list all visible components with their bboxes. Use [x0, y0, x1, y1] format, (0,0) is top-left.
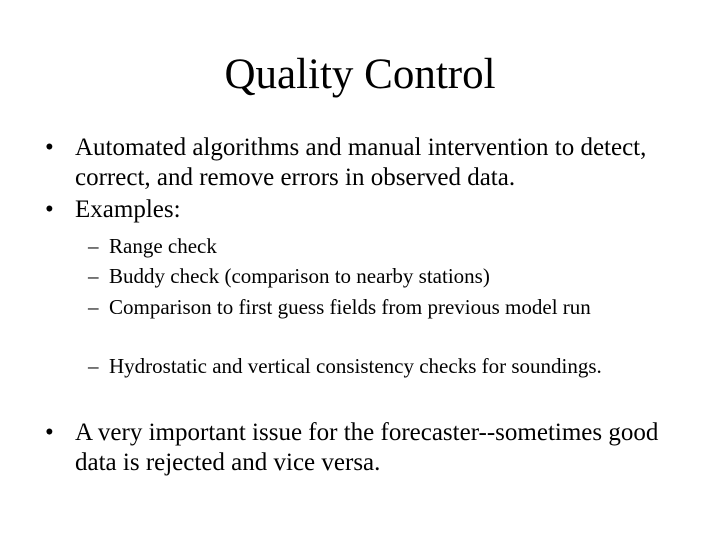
sub-marker: –	[88, 354, 99, 378]
sub-item-range-check	[88, 233, 648, 260]
sub-item-hydrostatic-checks	[88, 353, 648, 380]
bullet-automated-algorithms	[45, 133, 685, 193]
sub-marker: –	[88, 234, 99, 258]
bullet-marker: •	[45, 196, 54, 223]
bullet-examples	[45, 195, 685, 225]
sub-item-buddy-check	[88, 263, 648, 290]
bullet-text: A very important issue for the forecaster--sometimes good data is rejected and vice versa.	[75, 419, 659, 476]
sub-marker: –	[88, 264, 99, 288]
bullet-text: Examples:	[75, 196, 181, 223]
bullet-marker: •	[45, 419, 54, 446]
bullet-forecaster-issue	[45, 418, 685, 478]
slide-title: Quality Control	[224, 51, 496, 98]
sub-item-text: Range check	[109, 234, 217, 258]
bullet-text: Automated algorithms and manual intervention to detect, correct, and remove errors in observed data.	[75, 134, 647, 191]
sub-marker: –	[88, 295, 99, 319]
bullet-marker: •	[45, 134, 54, 161]
sub-item-first-guess-comparison	[88, 294, 648, 321]
sub-item-text: Hydrostatic and vertical consistency checks for soundings.	[109, 354, 602, 378]
sub-item-text: Buddy check (comparison to nearby stations)	[109, 264, 490, 288]
sub-item-text: Comparison to first guess fields from previous model run	[109, 295, 591, 319]
